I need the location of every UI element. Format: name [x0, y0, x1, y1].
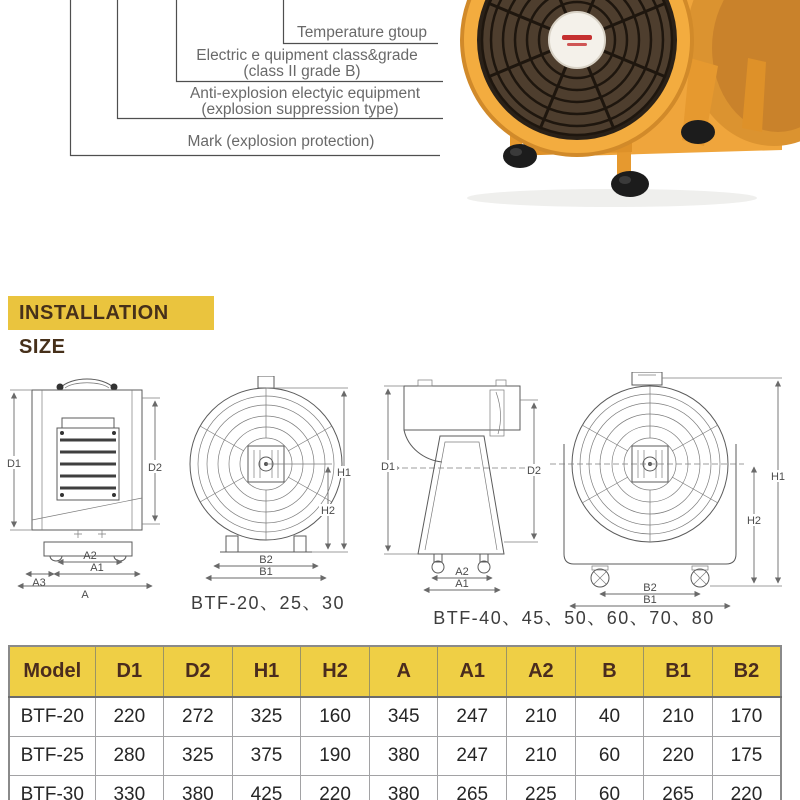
cell: 247: [438, 697, 507, 737]
cell: 40: [575, 697, 644, 737]
large-front-outline: [550, 372, 744, 587]
cell-model: BTF-20: [9, 697, 95, 737]
cell: 175: [712, 737, 781, 776]
drawing-large-fan-front-view: [548, 372, 798, 610]
small-side-dimensions: [5, 390, 165, 601]
cell: 190: [301, 737, 370, 776]
dim-label-a1-large: A1: [455, 578, 469, 590]
dim-label-a3: A3: [32, 577, 46, 589]
col-header-b1: B1: [644, 646, 713, 697]
cell: 345: [369, 697, 438, 737]
cell-model: BTF-25: [9, 737, 95, 776]
cell: 380: [369, 776, 438, 800]
cell: 325: [232, 697, 301, 737]
table-row-btf-20: [9, 697, 781, 737]
cell: 170: [712, 697, 781, 737]
label-equipment-class-line1: Electric e quipment class&grade: [196, 47, 418, 64]
cell: 210: [507, 697, 576, 737]
label-equipment-class-line2: (class II grade B): [243, 63, 361, 80]
section-heading-banner: [8, 296, 214, 358]
table-row-btf-25: [9, 737, 781, 776]
dim-label-h1-large: H1: [770, 471, 786, 483]
caption-btf-20-25-30: BTF-20、25、30: [190, 593, 346, 613]
col-header-a: A: [369, 646, 438, 697]
label-anti-explosion-line2: (explosion suppression type): [201, 101, 399, 118]
large-side-outline: [384, 380, 544, 573]
col-header-d1: D1: [95, 646, 164, 697]
dim-label-b1: B1: [259, 566, 273, 578]
cell: 160: [301, 697, 370, 737]
dim-label-a2: A2: [83, 550, 97, 562]
label-anti-explosion-line1: Anti-explosion electyic equipment: [189, 85, 421, 102]
cell: 220: [301, 776, 370, 800]
drawing-small-fan-front-view: [176, 376, 360, 588]
dim-label-d2-large: D2: [526, 465, 542, 477]
photo-shadow: [467, 189, 757, 207]
dim-label-a2-large: A2: [455, 566, 469, 578]
cell: 225: [507, 776, 576, 800]
col-header-b: B: [575, 646, 644, 697]
col-header-d2: D2: [164, 646, 233, 697]
cell: 60: [575, 776, 644, 800]
cell: 330: [95, 776, 164, 800]
dim-label-b2: B2: [259, 554, 273, 566]
fan-hub-logo: [549, 12, 605, 68]
col-header-h1: H1: [232, 646, 301, 697]
dim-label-b2-large: B2: [643, 582, 657, 594]
dim-label-d1: D1: [6, 458, 22, 470]
cell: 280: [95, 737, 164, 776]
col-header-a2: A2: [507, 646, 576, 697]
dim-label-a1: A1: [90, 562, 104, 574]
cell: 220: [644, 737, 713, 776]
cell: 220: [712, 776, 781, 800]
cell: 210: [644, 697, 713, 737]
cell: 265: [644, 776, 713, 800]
cell: 380: [369, 737, 438, 776]
cell: 380: [164, 776, 233, 800]
cell: 272: [164, 697, 233, 737]
explosion-marking-diagram: [0, 0, 460, 170]
table-row-btf-30: [9, 776, 781, 800]
fan-product-photo: [452, 0, 800, 212]
drawing-large-fan-side-view: [378, 372, 550, 608]
caption-btf-40-80: BTF-40、45、50、60、70、80: [433, 608, 715, 628]
cell: 425: [232, 776, 301, 800]
dim-label-a: A: [81, 589, 89, 601]
col-header-model: Model: [9, 646, 95, 697]
cell: 375: [232, 737, 301, 776]
installation-size-table: [8, 645, 782, 800]
cell: 265: [438, 776, 507, 800]
cell: 210: [507, 737, 576, 776]
cell: 247: [438, 737, 507, 776]
table-header-row: [9, 646, 781, 697]
label-temperature-group: Temperature gtoup: [296, 24, 428, 41]
cell: 325: [164, 737, 233, 776]
col-header-h2: H2: [301, 646, 370, 697]
cell-model: BTF-30: [9, 776, 95, 800]
dim-label-h2-large: H2: [746, 515, 762, 527]
dim-label-h1: H1: [336, 467, 352, 479]
dim-label-d1-large: D1: [380, 461, 396, 473]
label-mark-explosion-protection: Mark (explosion protection): [187, 133, 375, 150]
dim-label-b1-large: B1: [643, 594, 657, 606]
cell: 220: [95, 697, 164, 737]
dim-label-h2: H2: [320, 505, 336, 517]
col-header-a1: A1: [438, 646, 507, 697]
page-title: INSTALLATION SIZE: [19, 302, 169, 358]
cell: 60: [575, 737, 644, 776]
col-header-b2: B2: [712, 646, 781, 697]
small-side-outline: [32, 379, 142, 561]
dim-label-d2: D2: [147, 462, 163, 474]
drawing-small-fan-side-view: [2, 372, 174, 608]
